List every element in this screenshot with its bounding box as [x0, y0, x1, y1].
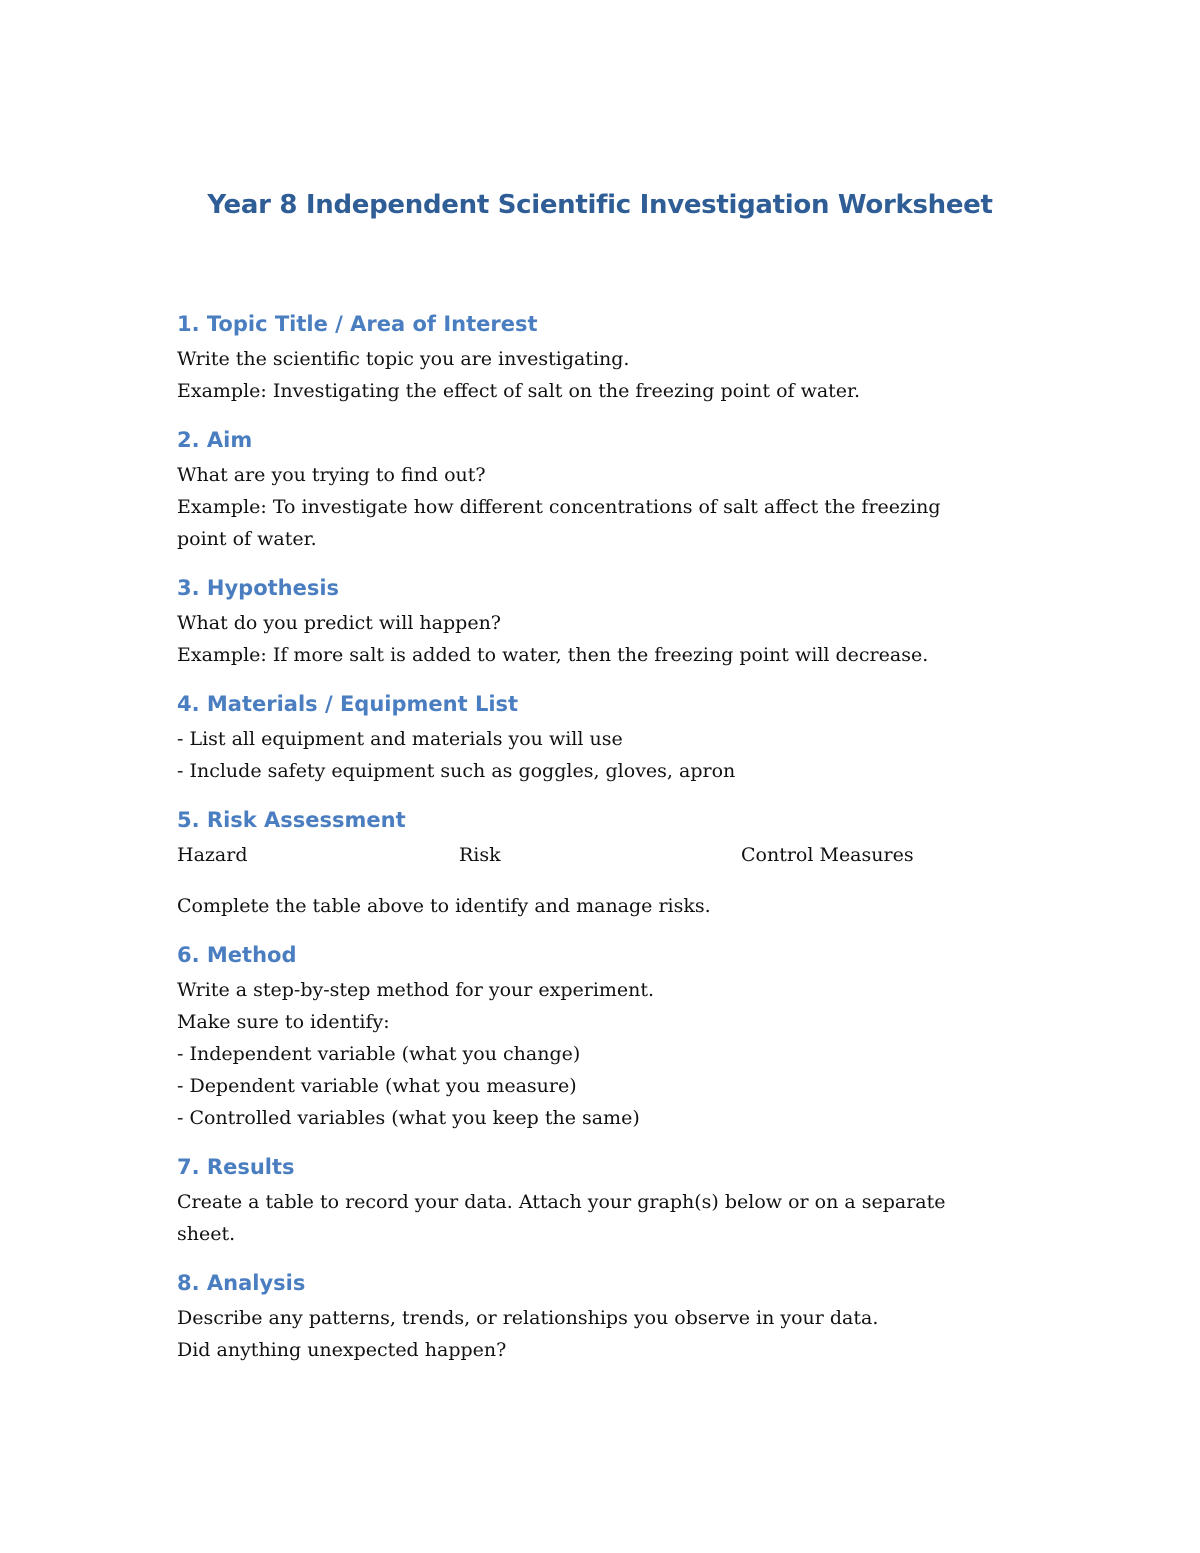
- section-heading-materials: 4. Materials / Equipment List: [177, 692, 519, 716]
- method-list-item: - Independent variable (what you change): [177, 1043, 581, 1065]
- topic-example: Example: Investigating the effect of salt on the freezing point of water.: [177, 380, 861, 402]
- document-title: Year 8 Independent Scientific Investigation Worksheet: [207, 190, 993, 220]
- section-results: [177, 1152, 977, 1250]
- worksheet-content: [177, 309, 977, 1366]
- aim-example: Example: To investigate how different concentrations of salt affect the freezing point of water.: [177, 496, 941, 550]
- topic-instruction: Write the scientific topic you are investigating.: [177, 348, 630, 370]
- aim-instruction: What are you trying to find out?: [177, 464, 486, 486]
- section-heading-risk: 5. Risk Assessment: [177, 808, 406, 832]
- method-instruction: Make sure to identify:: [177, 1011, 390, 1033]
- section-topic: [177, 309, 977, 407]
- risk-column-risk: Risk: [459, 844, 501, 866]
- risk-table-header: [177, 839, 977, 871]
- risk-column-control-measures: Control Measures: [741, 844, 914, 866]
- section-risk-assessment: [177, 805, 977, 922]
- section-heading-aim: 2. Aim: [177, 428, 253, 452]
- section-materials: [177, 689, 977, 787]
- hypothesis-example: Example: If more salt is added to water, then the freezing point will decrease.: [177, 644, 929, 666]
- materials-list-item: - Include safety equipment such as goggles, gloves, apron: [177, 760, 736, 782]
- section-heading-results: 7. Results: [177, 1155, 295, 1179]
- section-hypothesis: [177, 573, 977, 671]
- method-instruction: Write a step-by-step method for your experiment.: [177, 979, 655, 1001]
- section-method: [177, 940, 977, 1134]
- method-list-item: - Dependent variable (what you measure): [177, 1075, 577, 1097]
- risk-column-hazard: Hazard: [177, 844, 248, 866]
- risk-note: Complete the table above to identify and manage risks.: [177, 895, 711, 917]
- section-heading-hypothesis: 3. Hypothesis: [177, 576, 340, 600]
- results-instruction: Create a table to record your data. Attach your graph(s) below or on a separate sheet.: [177, 1191, 946, 1245]
- section-heading-analysis: 8. Analysis: [177, 1271, 306, 1295]
- section-heading-topic: 1. Topic Title / Area of Interest: [177, 312, 538, 336]
- hypothesis-instruction: What do you predict will happen?: [177, 612, 501, 634]
- method-list-item: - Controlled variables (what you keep the same): [177, 1107, 640, 1129]
- section-analysis: [177, 1268, 977, 1366]
- analysis-instruction: Did anything unexpected happen?: [177, 1339, 507, 1361]
- materials-list-item: - List all equipment and materials you will use: [177, 728, 623, 750]
- section-heading-method: 6. Method: [177, 943, 297, 967]
- section-aim: [177, 425, 977, 555]
- analysis-instruction: Describe any patterns, trends, or relationships you observe in your data.: [177, 1307, 879, 1329]
